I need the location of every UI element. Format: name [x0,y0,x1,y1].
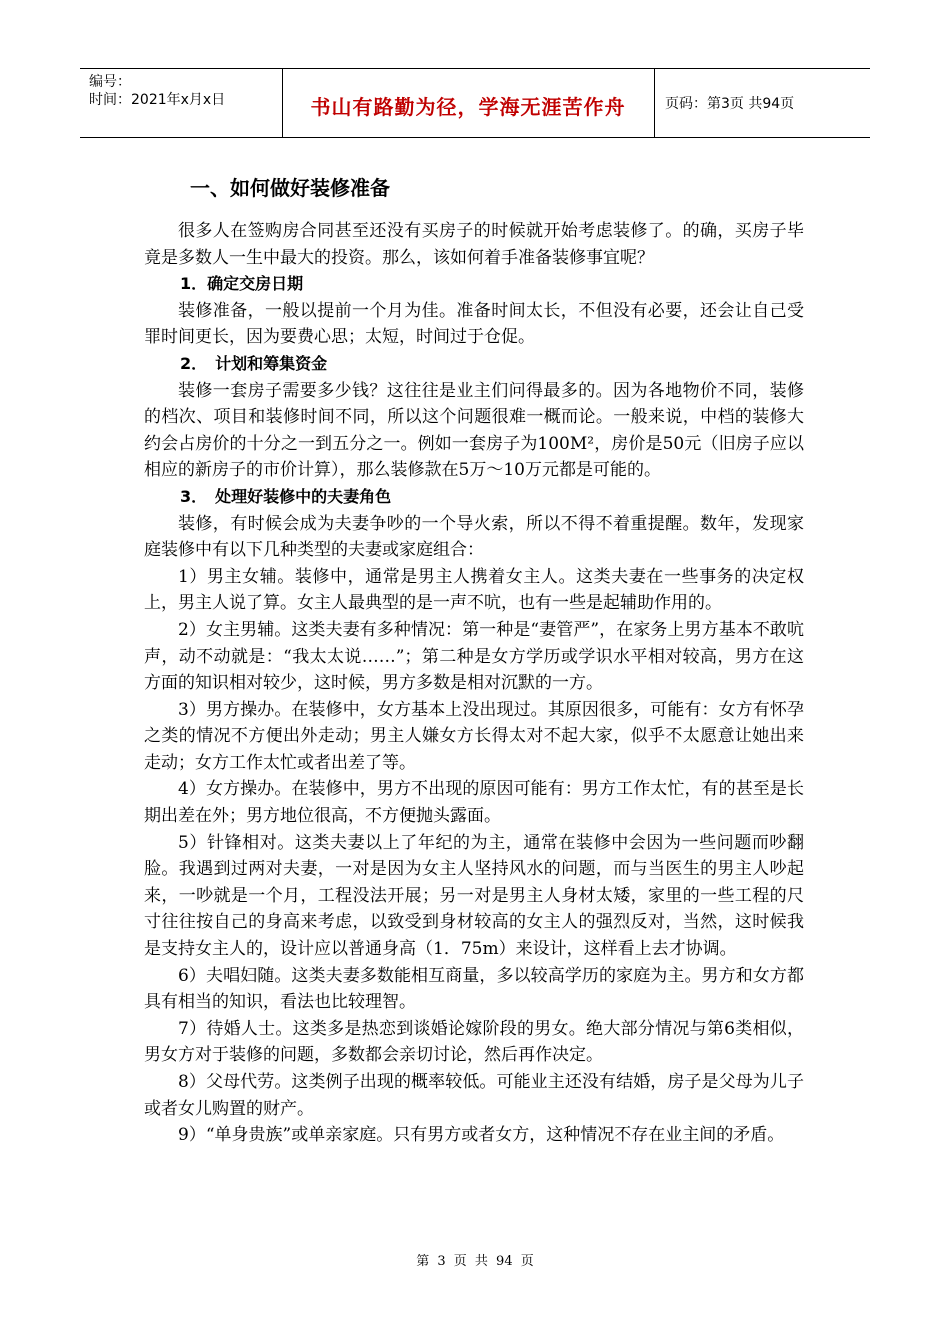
list-item: 7）待婚人士。这类多是热恋到谈婚论嫁阶段的男女。绝大部分情况与第6类相似，男女方对于装修的问题，多数都会亲切讨论，然后再作决定。 [144,1018,804,1066]
list-item: 2）女主男辅。这类夫妻有多种情况：第一种是“妻管严”，在家务上男方基本不敢吭声，动不动就是：“我太太说……”；第二种是女方学历或学识水平相对较高，男方在这方面的知识相对较少，这时候，男方多数是相对沉默的一方。 [144,619,804,694]
header-motto-cell [282,69,655,137]
page-header [80,68,870,138]
document-code-label: 编号： [89,74,131,90]
list-item: 1）男主女辅。装修中，通常是男主人携着女主人。这类夫妻在一些事务的决定权上，男主人说了算。女主人最典型的是一声不吭，也有一些是起辅助作用的。 [144,566,804,614]
list-item: 5）针锋相对。这类夫妻以上了年纪的为主，通常在装修中会因为一些问题而吵翻脸。我遇到过两对夫妻，一对是因为女主人坚持风水的问题，而与当医生的男主人吵起来，一吵就是一个月，工程没法开展；另一对是男主人身材太矮，家里的一些工程的尺寸往往按自己的身高来考虑，以致受到身材较高的女主人的强烈反对，当然，这时候我是支持女主人的，设计应以普通身高（1．75m）来设计，这样看上去才协调。 [144,832,804,960]
list-item: 3）男方操办。在装修中，女方基本上没出现过。其原因很多，可能有：女方有怀孕之类的情况不方便出外走动；男主人嫌女方长得太对不起大家，似乎不太愿意让她出来走动；女方工作太忙或者出差了等。 [144,699,804,773]
subsection-heading-3: 3． 处理好装修中的夫妻角色 [180,486,392,506]
header-page-cell [655,69,870,137]
list-item: 8）父母代劳。这类例子出现的概率较低。可能业主还没有结婚，房子是父母为儿子或者女儿购置的财产。 [144,1072,804,1119]
list-item: 4）女方操办。在装修中，男方不出现的原因可能有：男方工作太忙，有的甚至是长期出差在外；男方地位很高，不方便抛头露面。 [144,779,804,827]
intro-paragraph: 很多人在签购房合同甚至还没有买房子的时候就开始考虑装修了。的确，买房子毕竟是多数人一生中最大的投资。那么，该如何着手准备装修事宜呢？ [144,221,804,268]
subsection-heading-1: 1．确定交房日期 [180,274,304,294]
header-meta-cell [80,69,283,137]
subsection-heading-2: 2． 计划和筹集资金 [180,353,328,373]
header-motto: 书山有路勤为径，学海无涯苦作舟 [310,95,626,119]
list-item: 9）“单身贵族”或单亲家庭。只有男方或者女方，这种情况不存在业主间的矛盾。 [178,1125,785,1146]
section-title: 一、如何做好装修准备 [190,176,390,200]
page-footer: 第 3 页 共 94 页 [416,1254,534,1269]
document-body [144,218,804,1149]
subsection-text-1: 装修准备，一般以提前一个月为佳。准备时间太长，不但没有必要，还会让自己受罪时间更长，因为要费心思；太短，时间过于仓促。 [144,300,804,348]
list-item: 6）夫唱妇随。这类夫妻多数能相互商量，多以较高学历的家庭为主。男方和女方都具有相当的知识，看法也比较理智。 [144,965,804,1013]
subsection-text-3: 装修，有时候会成为夫妻争吵的一个导火索，所以不得不着重提醒。数年，发现家庭装修中有以下几种类型的夫妻或家庭组合： [144,513,804,561]
header-page-info: 页码：第3页 共94页 [665,96,795,112]
document-date-label: 时间：2021年x月x日 [89,92,226,108]
subsection-text-2: 装修一套房子需要多少钱？这往往是业主们问得最多的。因为各地物价不同，装修的档次、项目和装修时间不同，所以这个问题很难一概而论。一般来说，中档的装修大约会占房价的十分之一到五分之一。例如一套房子为100M²，房价是50元（旧房子应以相应的新房子的市价计算），那么装修款在5万～10万元都是可能的。 [144,380,804,481]
